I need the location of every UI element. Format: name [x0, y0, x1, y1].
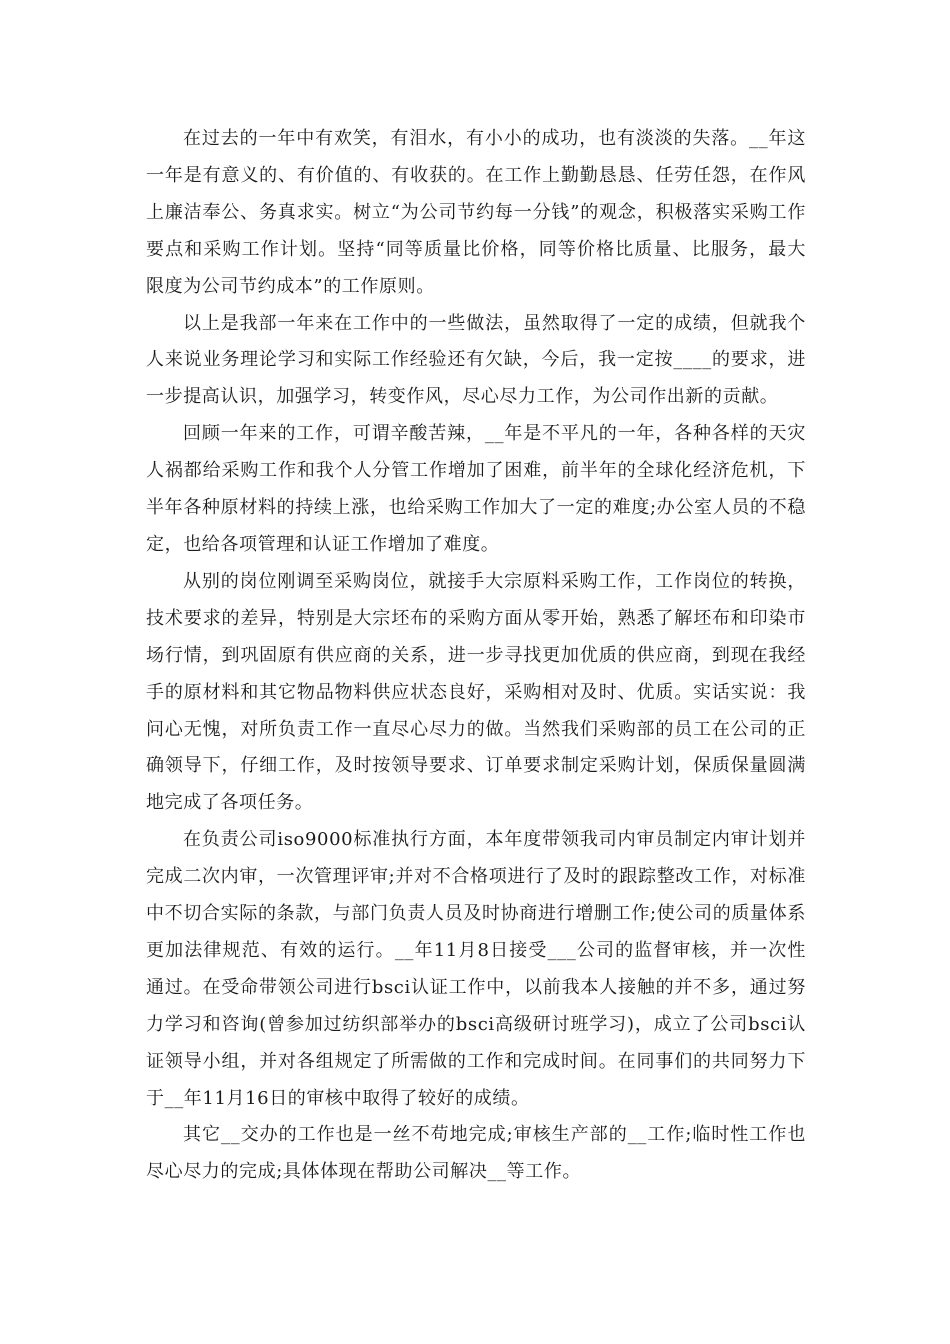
- paragraph-5: 在负责公司iso9000标准执行方面，本年度带领我司内审员制定内审计划并完成二次内审，一次管理评审;并对不合格项进行了及时的跟踪整改工作，对标准中不切合实际的条款，与部门负责人员及时协商进行增删工作;使公司的质量体系更加法律规范、有效的运行。__年11月8日接受___公司的监督审核，并一次性通过。在受命带领公司进行bsci认证工作中，以前我本人接触的并不多，通过努力学习和咨询(曾参加过纺织部举办的bsci高级研讨班学习)，成立了公司bsci认证领导小组，并对各组规定了所需做的工作和完成时间。在同事们的共同努力下于__年11月16日的审核中取得了较好的成绩。: [146, 829, 806, 1109]
- document-body: [146, 121, 806, 1191]
- paragraph-2: 以上是我部一年来在工作中的一些做法，虽然取得了一定的成绩，但就我个人来说业务理论学习和实际工作经验还有欠缺，今后，我一定按____的要求，进一步提高认识，加强学习，转变作风，尽心尽力工作，为公司作出新的贡献。: [146, 312, 806, 408]
- paragraph-4: 从别的岗位刚调至采购岗位，就接手大宗原料采购工作，工作岗位的转换，技术要求的差异，特别是大宗坯布的采购方面从零开始，熟悉了解坯布和印染市场行情，到巩固原有供应商的关系，进一步寻找更加优质的供应商，到现在我经手的原材料和其它物品物料供应状态良好，采购相对及时、优质。实话实说：我问心无愧，对所负责工作一直尽心尽力的做。当然我们采购部的员工在公司的正确领导下，仔细工作，及时按领导要求、订单要求制定采购计划，保质保量圆满地完成了各项任务。: [146, 570, 806, 814]
- paragraph-6: 其它__交办的工作也是一丝不苟地完成;审核生产部的__工作;临时性工作也尽心尽力的完成;具体体现在帮助公司解决__等工作。: [146, 1124, 806, 1183]
- paragraph-3: 回顾一年来的工作，可谓辛酸苦辣，__年是不平凡的一年，各种各样的天灾人祸都给采购工作和我个人分管工作增加了困难，前半年的全球化经济危机，下半年各种原材料的持续上涨，也给采购工作加大了一定的难度;办公室人员的不稳定，也给各项管理和认证工作增加了难度。: [146, 423, 806, 555]
- paragraph-1: 在过去的一年中有欢笑，有泪水，有小小的成功，也有淡淡的失落。__年这一年是有意义的、有价值的、有收获的。在工作上勤勤恳恳、任劳任怨，在作风上廉洁奉公、务真求实。树立“为公司节约每一分钱”的观念，积极落实采购工作要点和采购工作计划。坚持“同等质量比价格，同等价格比质量、比服务，最大限度为公司节约成本”的工作原则。: [146, 128, 806, 297]
